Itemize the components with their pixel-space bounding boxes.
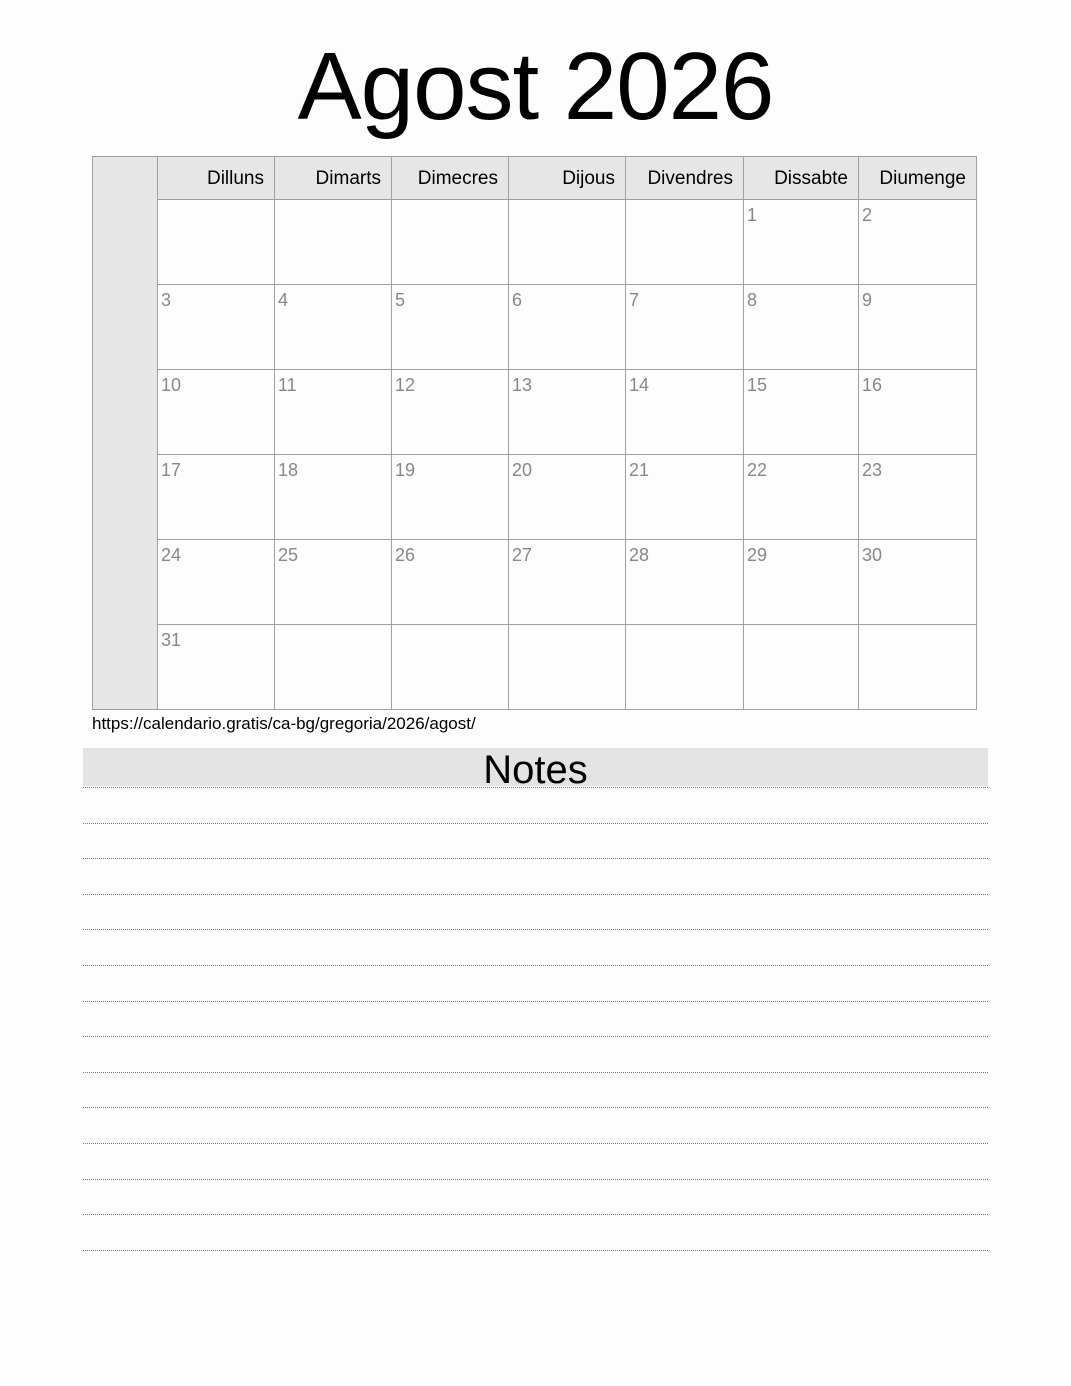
notes-ruled-line (83, 787, 988, 788)
day-number: 12 (395, 375, 416, 395)
weekday-header: Dilluns (158, 157, 275, 200)
day-number: 22 (747, 460, 768, 480)
day-cell[interactable] (859, 540, 977, 625)
day-number: 16 (862, 375, 883, 395)
day-number: 14 (629, 375, 650, 395)
notes-header (83, 748, 988, 792)
day-cell[interactable] (275, 370, 392, 455)
day-number: 19 (395, 460, 416, 480)
weekday-header: Dijous (509, 157, 626, 200)
calendar-grid (92, 156, 977, 710)
day-cell[interactable] (744, 455, 859, 540)
notes-ruled-line (83, 823, 988, 824)
notes-ruled-line (83, 1107, 988, 1108)
page-title: Agost 2026 (297, 33, 774, 140)
notes-ruled-line (83, 1001, 988, 1002)
day-number: 18 (278, 460, 299, 480)
day-number: 28 (629, 545, 650, 565)
day-number: 15 (747, 375, 768, 395)
day-cell[interactable] (509, 285, 626, 370)
day-number: 25 (278, 545, 299, 565)
day-cell[interactable] (744, 370, 859, 455)
day-cell[interactable] (158, 625, 275, 710)
day-cell[interactable] (275, 285, 392, 370)
day-cell[interactable] (158, 540, 275, 625)
day-cell[interactable] (626, 285, 744, 370)
day-number: 9 (862, 290, 873, 310)
day-number: 1 (747, 205, 758, 225)
day-cell[interactable] (392, 455, 509, 540)
day-cell[interactable] (392, 285, 509, 370)
day-number: 30 (862, 545, 883, 565)
empty-cell (392, 200, 509, 285)
day-cell[interactable] (158, 455, 275, 540)
empty-cell (744, 625, 859, 710)
empty-cell (626, 200, 744, 285)
day-cell[interactable] (744, 540, 859, 625)
day-number: 17 (161, 460, 182, 480)
day-cell[interactable] (744, 200, 859, 285)
week-number-column (93, 157, 158, 709)
day-number: 7 (629, 290, 640, 310)
weekday-header: Dissabte (744, 157, 859, 200)
day-number: 27 (512, 545, 533, 565)
empty-cell (626, 625, 744, 710)
notes-ruled-line (83, 965, 988, 966)
day-cell[interactable] (158, 370, 275, 455)
notes-ruled-line (83, 1036, 988, 1037)
day-cell[interactable] (626, 370, 744, 455)
day-number: 24 (161, 545, 182, 565)
day-cell[interactable] (859, 370, 977, 455)
day-number: 3 (161, 290, 172, 310)
day-number: 8 (747, 290, 758, 310)
empty-cell (509, 200, 626, 285)
notes-ruled-line (83, 1179, 988, 1180)
weekday-header: Diumenge (859, 157, 977, 200)
day-number: 11 (278, 375, 297, 395)
empty-cell (275, 625, 392, 710)
day-number: 26 (395, 545, 416, 565)
empty-cell (859, 625, 977, 710)
day-cell[interactable] (275, 540, 392, 625)
day-cell[interactable] (859, 285, 977, 370)
day-cell[interactable] (509, 455, 626, 540)
notes-ruled-line (83, 894, 988, 895)
weekday-header: Divendres (626, 157, 744, 200)
notes-ruled-line (83, 929, 988, 930)
day-number: 10 (161, 375, 182, 395)
day-cell[interactable] (509, 370, 626, 455)
day-number: 13 (512, 375, 533, 395)
day-number: 6 (512, 290, 523, 310)
day-cell[interactable] (626, 455, 744, 540)
day-number: 4 (278, 290, 289, 310)
notes-ruled-line (83, 1250, 988, 1251)
day-cell[interactable] (859, 455, 977, 540)
day-cell[interactable] (626, 540, 744, 625)
notes-title: Notes (483, 748, 588, 792)
notes-ruled-line (83, 858, 988, 859)
day-number: 20 (512, 460, 533, 480)
weekday-header: Dimarts (275, 157, 392, 200)
day-number: 31 (161, 630, 182, 650)
notes-ruled-line (83, 1072, 988, 1073)
empty-cell (158, 200, 275, 285)
source-url-link[interactable]: https://calendario.gratis/ca-bg/gregoria/2026/agost/ (92, 714, 476, 733)
weekday-header: Dimecres (392, 157, 509, 200)
day-number: 23 (862, 460, 883, 480)
empty-cell (392, 625, 509, 710)
day-number: 21 (629, 460, 650, 480)
day-number: 2 (862, 205, 873, 225)
notes-ruled-line (83, 1214, 988, 1215)
day-cell[interactable] (859, 200, 977, 285)
day-number: 5 (395, 290, 406, 310)
day-cell[interactable] (275, 455, 392, 540)
day-cell[interactable] (392, 370, 509, 455)
day-cell[interactable] (158, 285, 275, 370)
day-cell[interactable] (392, 540, 509, 625)
empty-cell (275, 200, 392, 285)
notes-ruled-line (83, 1143, 988, 1144)
day-cell[interactable] (744, 285, 859, 370)
empty-cell (509, 625, 626, 710)
day-cell[interactable] (509, 540, 626, 625)
day-number: 29 (747, 545, 768, 565)
